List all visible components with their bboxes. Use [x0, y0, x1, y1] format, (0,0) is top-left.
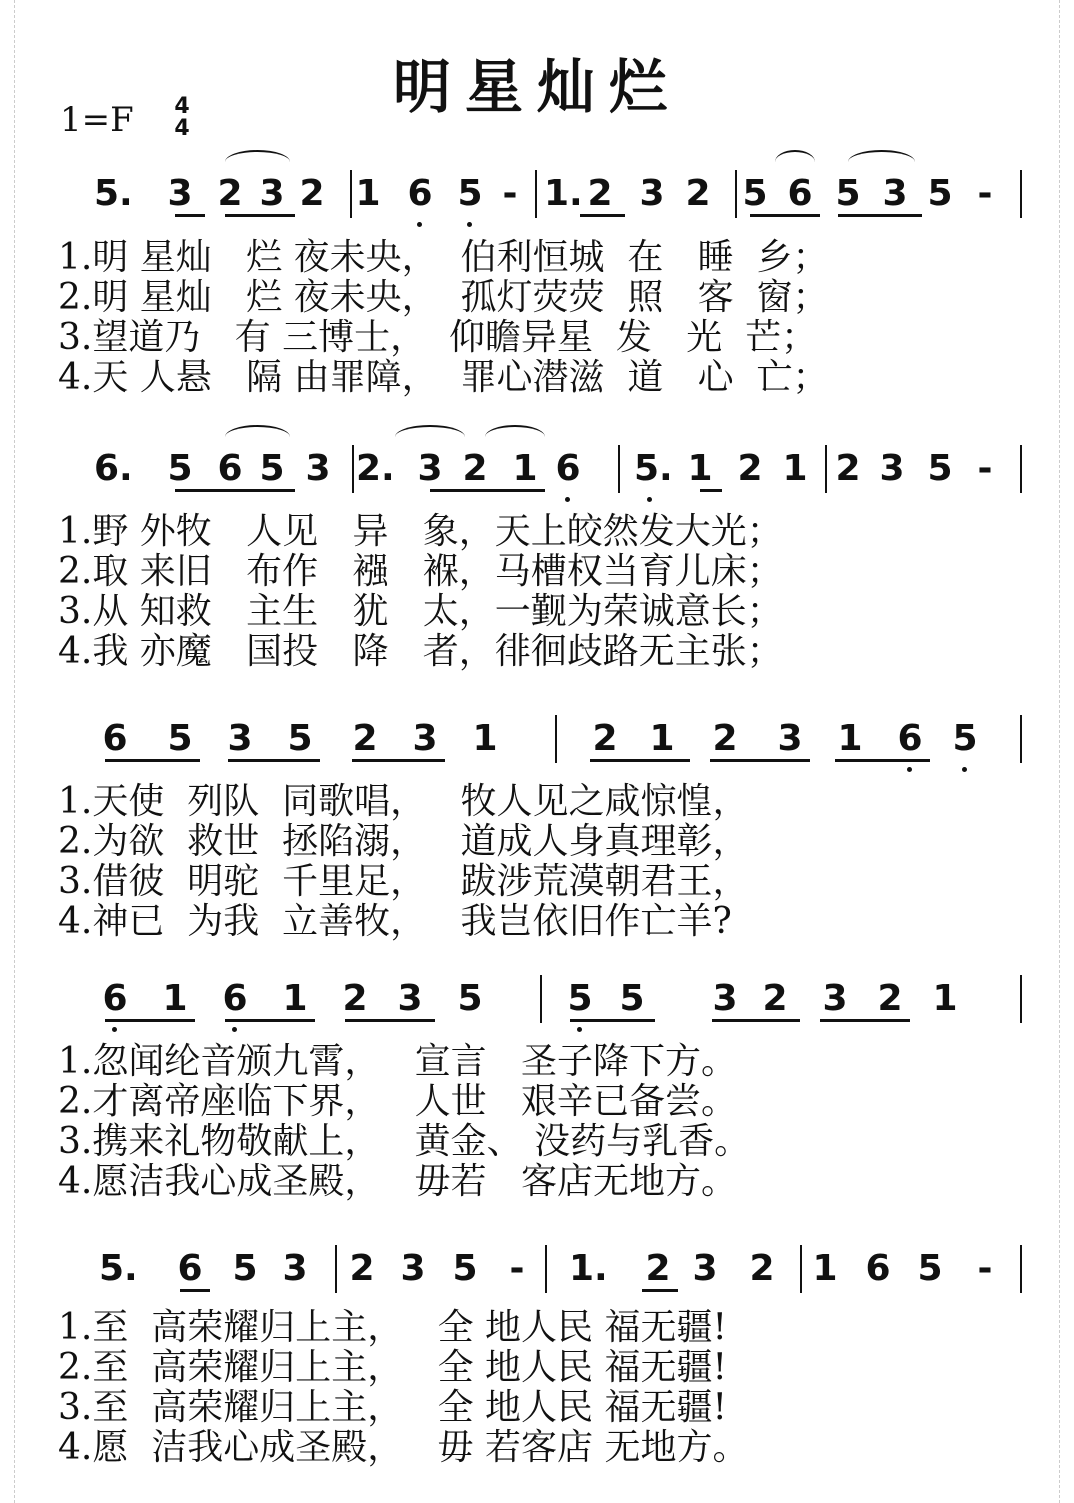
beam-underline — [105, 759, 200, 762]
beam-underline — [590, 759, 690, 762]
note: 5 — [287, 718, 313, 759]
octave-dot — [232, 1027, 237, 1032]
note: 3 — [412, 718, 438, 759]
note: 5 — [927, 448, 953, 489]
note: 5 — [259, 448, 285, 489]
key-signature: 1=F — [60, 100, 134, 140]
lyric-line-verse-3: 3.从 知救 主生 犹 太，一觐为荣诚意长； — [58, 591, 783, 632]
slur — [225, 150, 290, 174]
note: 3 — [282, 1248, 308, 1289]
octave-dot — [467, 222, 472, 227]
beam-underline — [710, 759, 810, 762]
octave-dot — [962, 767, 967, 772]
beam-underline — [175, 489, 295, 492]
note: 2 — [592, 718, 618, 759]
beam-underline — [105, 1019, 195, 1022]
note: 2 — [877, 978, 903, 1019]
note: 3 — [822, 978, 848, 1019]
octave-dot — [417, 222, 422, 227]
note: 1 — [932, 978, 958, 1019]
note: 5 — [457, 173, 483, 214]
note: 6 — [177, 1248, 203, 1289]
note: 3 — [712, 978, 738, 1019]
note: 6 — [897, 718, 923, 759]
barline — [555, 715, 557, 763]
note: 6 — [787, 173, 813, 214]
note: 3 — [417, 448, 443, 489]
note: 2 — [645, 1248, 671, 1289]
note: 6 — [222, 978, 248, 1019]
notation-line-4 — [0, 975, 1074, 1035]
barline — [1020, 715, 1022, 763]
beam-underline — [580, 214, 625, 217]
lyric-line-verse-1: 1.天使 列队 同歌唱， 牧人见之咸惊惶， — [58, 781, 749, 822]
notation-line-3 — [0, 715, 1074, 775]
note: 3 — [397, 978, 423, 1019]
lyric-line-verse-1: 1.明 星灿 烂 夜未央， 伯利恒城 在 睡 乡； — [58, 237, 829, 278]
note: 6 — [102, 978, 128, 1019]
note: 3 — [305, 448, 331, 489]
note: 1 — [687, 448, 713, 489]
lyric-line-verse-4: 4.愿洁我心成圣殿， 毋若 客店无地方。 — [58, 1161, 738, 1202]
notation-line-5 — [0, 1245, 1074, 1305]
barline — [1020, 445, 1022, 493]
beam-underline — [642, 1289, 678, 1292]
beam-underline — [180, 1289, 210, 1292]
note: 5 — [835, 173, 861, 214]
note: 6 — [555, 448, 581, 489]
note: 5. — [634, 448, 673, 489]
octave-dot — [907, 767, 912, 772]
barline — [618, 445, 620, 493]
octave-dot — [112, 1027, 117, 1032]
note: 3 — [639, 173, 665, 214]
note: 1 — [162, 978, 188, 1019]
note: 5 — [619, 978, 645, 1019]
note: 3 — [692, 1248, 718, 1289]
note: 6 — [217, 448, 243, 489]
lyric-line-verse-2: 2.明 星灿 烂 夜未央， 孤灯荧荧 照 客 窗； — [58, 277, 829, 318]
lyric-line-verse-4: 4.神已 为我 立善牧， 我岂依旧作亡羊? — [58, 901, 732, 942]
note: 3 — [882, 173, 908, 214]
note: 3 — [167, 173, 193, 214]
notation-line-1 — [0, 170, 1074, 230]
notation-line-2 — [0, 445, 1074, 505]
note: 5 — [167, 718, 193, 759]
note: 6 — [407, 173, 433, 214]
octave-dot — [647, 497, 652, 502]
beam-underline — [838, 214, 922, 217]
note: 2 — [587, 173, 613, 214]
note: - — [977, 448, 993, 489]
note: 1. — [569, 1248, 608, 1289]
note: 2 — [712, 718, 738, 759]
note: - — [509, 1248, 525, 1289]
note: 2 — [737, 448, 763, 489]
note: 5. — [94, 173, 133, 214]
lyric-line-verse-1: 1.野 外牧 人见 异 象，天上皎然发大光； — [58, 511, 783, 552]
lyric-line-verse-3: 3.望道乃 有 三博士， 仰瞻异星 发 光 芒； — [58, 317, 818, 358]
note: 5 — [167, 448, 193, 489]
time-signature-bottom: 4 — [174, 116, 190, 141]
lyric-line-verse-3: 3.携来礼物敬献上， 黄金、 没药与乳香。 — [58, 1121, 751, 1162]
note: 3 — [259, 173, 285, 214]
note: 2 — [342, 978, 368, 1019]
note: 1. — [544, 173, 583, 214]
octave-dot — [577, 1027, 582, 1032]
slur — [848, 150, 915, 174]
note: 3 — [879, 448, 905, 489]
barline — [350, 170, 352, 218]
note: 5 — [742, 173, 768, 214]
note: 2 — [835, 448, 861, 489]
lyric-line-verse-2: 2.取 来旧 布作 襁 褓，马槽权当育儿床； — [58, 551, 783, 592]
lyric-line-verse-4: 4.我 亦魔 国投 降 者，徘徊歧路无主张； — [58, 631, 783, 672]
barline — [735, 170, 737, 218]
note: 5 — [917, 1248, 943, 1289]
note: 1 — [782, 448, 808, 489]
lyric-line-verse-3: 3.至 高荣耀归上主， 全 地人民 福无疆! — [58, 1387, 727, 1428]
note: - — [977, 1248, 993, 1289]
time-signature — [170, 96, 194, 140]
barline — [1020, 1245, 1022, 1293]
beam-underline — [750, 214, 820, 217]
barline — [1020, 170, 1022, 218]
slur — [775, 150, 815, 174]
note: 3 — [777, 718, 803, 759]
octave-dot — [565, 497, 570, 502]
beam-underline — [345, 1019, 435, 1022]
note: 2 — [762, 978, 788, 1019]
lyric-line-verse-4: 4.天 人悬 隔 由罪障， 罪心潜滋 道 心 亡； — [58, 357, 829, 398]
note: 1 — [649, 718, 675, 759]
note: 2 — [462, 448, 488, 489]
note: 2 — [749, 1248, 775, 1289]
barline — [335, 1245, 337, 1293]
beam-underline — [820, 1019, 910, 1022]
note: 5. — [99, 1248, 138, 1289]
note: 1 — [512, 448, 538, 489]
slur — [225, 425, 290, 449]
barline — [545, 1245, 547, 1293]
barline — [825, 445, 827, 493]
beam-underline — [225, 214, 295, 217]
note: 2 — [685, 173, 711, 214]
beam-underline — [352, 759, 445, 762]
note: 2. — [356, 448, 395, 489]
song-title: 明星灿烂 — [392, 53, 681, 121]
note: - — [502, 173, 518, 214]
barline — [1020, 975, 1022, 1023]
note: 2 — [217, 173, 243, 214]
lyric-line-verse-3: 3.借彼 明驼 千里足， 跋涉荒漠朝君王， — [58, 861, 749, 902]
note: 1 — [472, 718, 498, 759]
note: 6. — [94, 448, 133, 489]
barline — [800, 1245, 802, 1293]
note: 5 — [567, 978, 593, 1019]
note: 1 — [812, 1248, 838, 1289]
beam-underline — [225, 1019, 315, 1022]
note: - — [977, 173, 993, 214]
note: 1 — [837, 718, 863, 759]
lyric-line-verse-2: 2.为欲 救世 拯陷溺， 道成人身真理彰， — [58, 821, 749, 862]
slur — [485, 425, 545, 449]
slur — [395, 425, 465, 449]
lyric-line-verse-1: 1.忽闻纶音颁九霄， 宣言 圣子降下方。 — [58, 1041, 738, 1082]
beam-underline — [228, 759, 320, 762]
lyric-line-verse-4: 4.愿 洁我心成圣殿， 毋 若客店 无地方。 — [58, 1427, 749, 1468]
note: 3 — [400, 1248, 426, 1289]
beam-underline — [570, 1019, 655, 1022]
note: 2 — [299, 173, 325, 214]
note: 1 — [282, 978, 308, 1019]
beam-underline — [700, 489, 722, 492]
note: 3 — [227, 718, 253, 759]
note: 1 — [355, 173, 381, 214]
note: 5 — [927, 173, 953, 214]
note: 5 — [457, 978, 483, 1019]
note: 5 — [452, 1248, 478, 1289]
note: 2 — [352, 718, 378, 759]
lyric-line-verse-2: 2.至 高荣耀归上主， 全 地人民 福无疆! — [58, 1347, 727, 1388]
beam-underline — [175, 214, 205, 217]
note: 6 — [865, 1248, 891, 1289]
note: 5 — [952, 718, 978, 759]
note: 5 — [232, 1248, 258, 1289]
beam-underline — [470, 489, 545, 492]
beam-underline — [712, 1019, 800, 1022]
barline — [535, 170, 537, 218]
lyric-line-verse-1: 1.至 高荣耀归上主， 全 地人民 福无疆! — [58, 1307, 727, 1348]
barline — [352, 445, 354, 493]
lyric-line-verse-2: 2.才离帝座临下界， 人世 艰辛已备尝。 — [58, 1081, 738, 1122]
barline — [540, 975, 542, 1023]
note: 2 — [349, 1248, 375, 1289]
note: 6 — [102, 718, 128, 759]
beam-underline — [835, 759, 930, 762]
time-signature-top: 4 — [174, 94, 190, 119]
